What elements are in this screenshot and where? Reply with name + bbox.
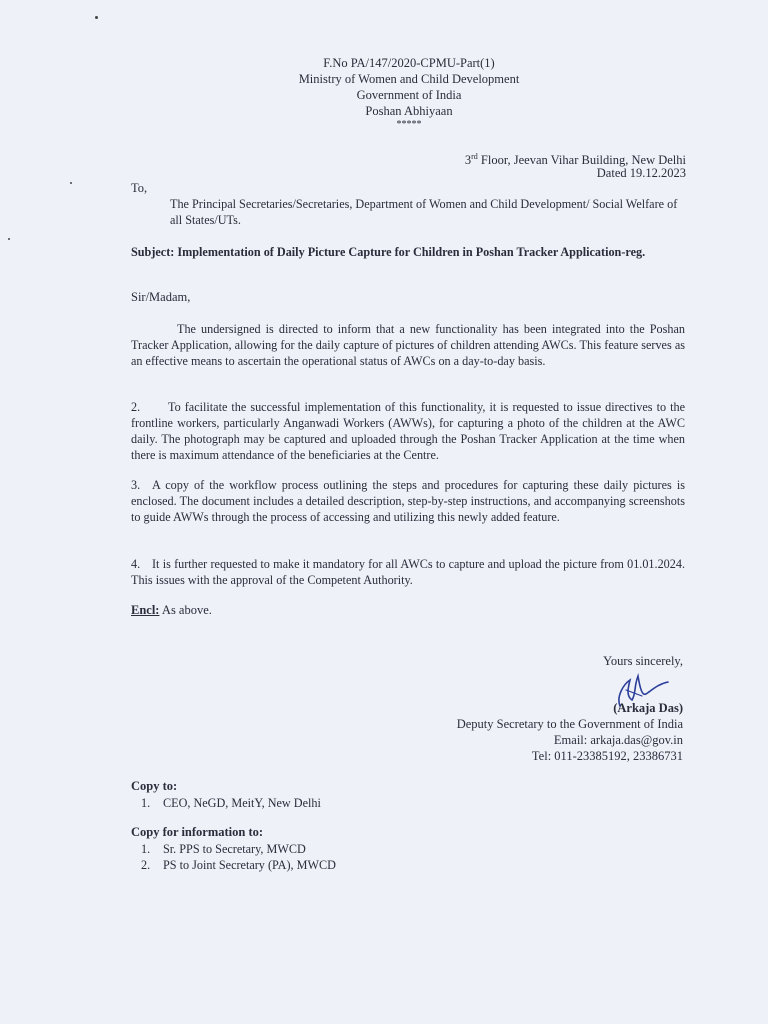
scheme-name: Poshan Abhiyaan [365, 104, 453, 118]
paragraph-1: The undersigned is directed to inform that a new functionality has been integrated into the Poshan Tracker Application, allowing for the daily capture of pictures of children attending AWCs. This feature serves as an effective means to ascertain the operational status of AWCs on a day-to-day basis. [131, 322, 685, 368]
header-stars: ***** [396, 119, 422, 130]
copy-to-label: Copy to: [131, 779, 178, 793]
signatory-email: Email: arkaja.das@gov.in [553, 733, 683, 747]
paragraph-4: 4. It is further requested to make it mandatory for all AWCs to capture and upload the picture from 01.01.2024. This issues with the approval of the Competent Authority. [131, 557, 685, 587]
government-name: Government of India [356, 88, 462, 102]
paragraph-3: 3. A copy of the workflow process outlining the steps and procedures for capturing these daily pictures is enclosed. The document includes a detailed description, step-by-step instructions, and accompanying screenshots to guide AWWs through the process of accessing and utilizing this newly added feature. [131, 478, 685, 524]
speck [95, 16, 98, 19]
closing: Yours sincerely, [603, 654, 683, 668]
file-number: F.No PA/147/2020-CPMU-Part(1) [323, 56, 495, 70]
enclosure: Encl: As above. [131, 603, 212, 617]
recipient: The Principal Secretaries/Secretaries, Department of Women and Child Development/ Social Welfare of all States/UTs. [170, 197, 678, 227]
letter-date: Dated 19.12.2023 [596, 166, 686, 180]
signatory-designation: Deputy Secretary to the Government of India [456, 717, 683, 731]
office-address: 3rd Floor, Jeevan Vihar Building, New Delhi [464, 152, 686, 168]
speck [70, 182, 72, 184]
copy-to-list [141, 795, 321, 811]
to-label: To, [131, 181, 148, 195]
list-item: 2. PS to Joint Secretary (PA), MWCD [141, 858, 336, 872]
signatory-name: (Arkaja Das) [613, 701, 683, 715]
speck [8, 238, 10, 240]
copy-info-list [141, 841, 336, 873]
subject-line: Subject: Implementation of Daily Picture Capture for Children in Poshan Tracker Application-reg. [131, 245, 646, 259]
paragraph-2: 2. To facilitate the successful implementation of this functionality, it is requested to issue directives to the frontline workers, particularly Anganwadi Workers (AWWs), for capturing a photo of the children at the AWC daily. The photograph may be captured and uploaded through the Poshan Tracker Application at the time when there is maximum attendance of the beneficiaries at the Centre. [131, 400, 685, 462]
list-item: 1. Sr. PPS to Secretary, MWCD [141, 842, 306, 856]
copy-info-label: Copy for information to: [131, 825, 264, 839]
salutation: Sir/Madam, [131, 290, 191, 304]
list-item: 1. CEO, NeGD, MeitY, New Delhi [141, 796, 321, 810]
ministry-name: Ministry of Women and Child Development [298, 72, 520, 86]
signatory-phone: Tel: 011-23385192, 23386731 [531, 749, 683, 763]
